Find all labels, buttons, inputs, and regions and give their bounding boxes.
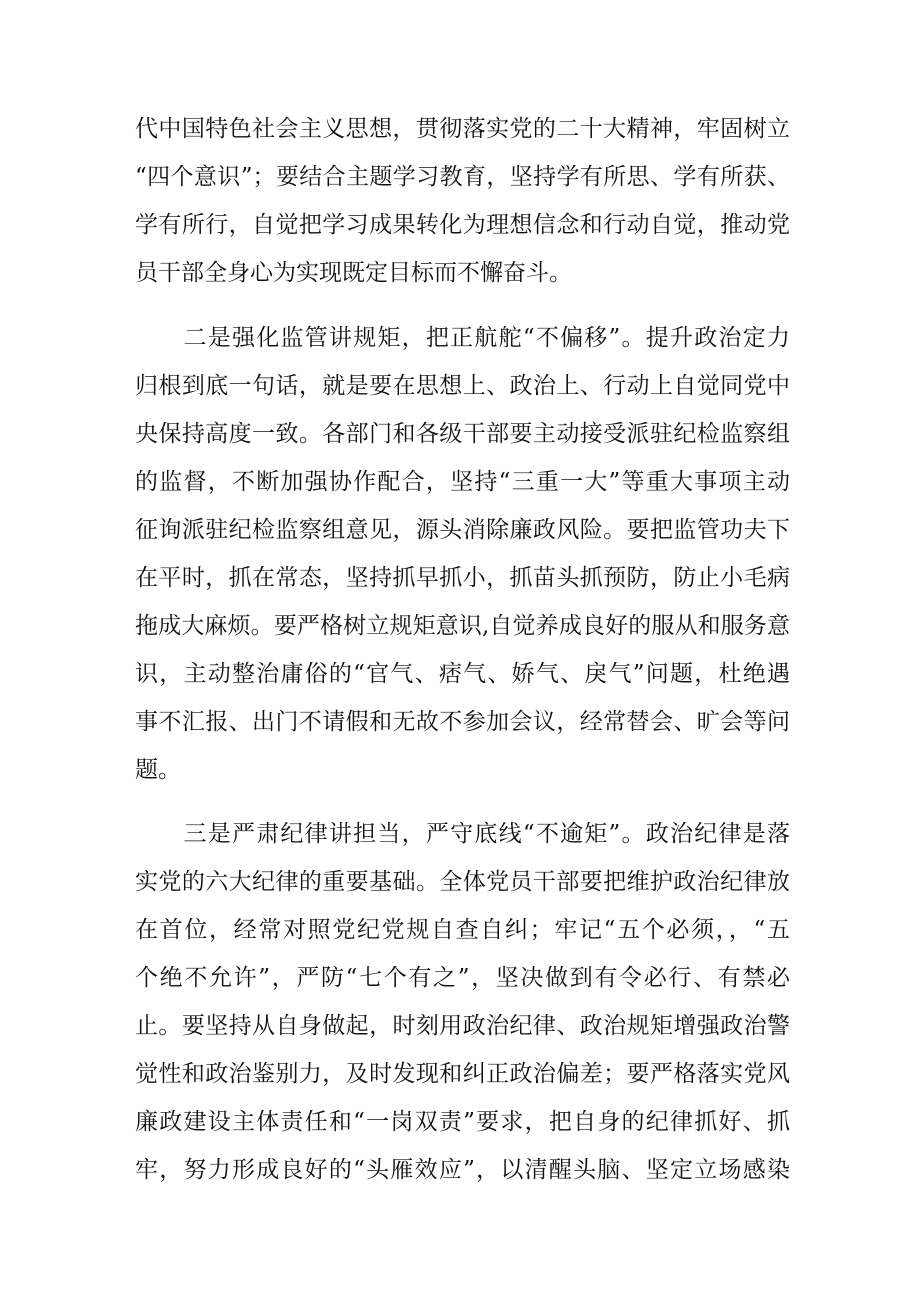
body-text-line: 在平时，抓在常态，坚持抓早抓小，抓苗头抓预防，防止小毛病 — [135, 565, 790, 591]
body-text-line: “四个意识”；要结合主题学习教育，坚持学有所思、学有所获、 — [135, 164, 790, 190]
body-text-line: 识，主动整治庸俗的“官气、痞气、娇气、戾气”问题，杜绝遇 — [135, 661, 790, 687]
body-text-line: 学有所行，自觉把学习成果转化为理想信念和行动自觉，推动党 — [135, 212, 790, 238]
body-text-line: 觉性和政治鉴别力，及时发现和纠正政治偏差；要严格落实党风 — [135, 1061, 790, 1087]
body-text-line: 题。 — [135, 757, 181, 783]
body-text-line: 归根到底一句话，就是要在思想上、政治上、行动上自觉同党中 — [135, 373, 790, 399]
body-text-line: 在首位，经常对照党纪党规自查自纠；牢记“五个必须，，“五 — [135, 917, 790, 943]
body-text-line: 实党的六大纪律的重要基础。全体党员干部要把维护政治纪律放 — [135, 869, 790, 895]
body-text-line: 代中国特色社会主义思想，贯彻落实党的二十大精神，牢固树立 — [135, 116, 790, 142]
body-text-line: 廉政建设主体责任和“一岗双责”要求，把自身的纪律抓好、抓 — [135, 1109, 790, 1135]
body-text-line: 牢，努力形成良好的“头雁效应”，以清醒头脑、坚定立场感染 — [135, 1157, 790, 1183]
body-text-line: 二是强化监管讲规矩，把正航舵“不偏移”。提升政治定力 — [135, 325, 790, 351]
body-text-line: 员干部全身心为实现既定目标而不懈奋斗。 — [135, 260, 572, 286]
body-text-line: 止。要坚持从自身做起，时刻用政治纪律、政治规矩增强政治警 — [135, 1013, 790, 1039]
body-text-line: 征询派驻纪检监察组意见，源头消除廉政风险。要把监管功夫下 — [135, 517, 790, 543]
body-text-line: 个绝不允许”，严防“七个有之”，坚决做到有令必行、有禁必 — [135, 965, 790, 991]
body-text-line: 央保持高度一致。各部门和各级干部要主动接受派驻纪检监察组 — [135, 421, 790, 447]
body-text-line: 事不汇报、出门不请假和无故不参加会议，经常替会、旷会等问 — [135, 709, 790, 735]
body-text-line: 拖成大麻烦。要严格树立规矩意识,自觉养成良好的服从和服务意 — [135, 613, 790, 639]
body-text-line: 的监督，不断加强协作配合，坚持“三重一大”等重大事项主动 — [135, 469, 790, 495]
body-text-line: 三是严肃纪律讲担当，严守底线“不逾矩”。政治纪律是落 — [135, 821, 790, 847]
